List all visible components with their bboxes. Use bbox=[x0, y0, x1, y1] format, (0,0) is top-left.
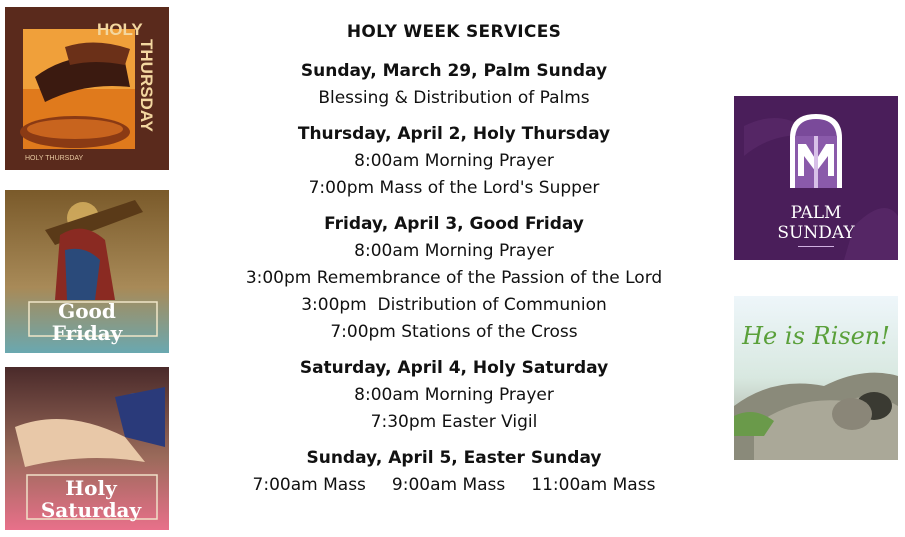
mass-time: 11:00am Mass bbox=[531, 475, 656, 495]
service-line: 7:00pm Mass of the Lord's Supper bbox=[308, 178, 600, 198]
holy-week-schedule bbox=[205, 18, 703, 508]
holy-saturday-image bbox=[5, 367, 169, 530]
holy-thursday-line2: THURSDAY bbox=[137, 39, 156, 132]
service-line: 8:00am Morning Prayer bbox=[354, 385, 554, 405]
service-line: 8:00am Morning Prayer bbox=[354, 151, 554, 171]
holy-saturday-line2: Saturday bbox=[40, 498, 142, 522]
service-line: 3:00pm Remembrance of the Passion of the Lord bbox=[245, 268, 663, 288]
day-heading: Thursday, April 2, Holy Thursday bbox=[297, 124, 611, 144]
service-line: 3:00pm Distribution of Communion bbox=[301, 295, 607, 315]
good-friday-line1: Good bbox=[58, 299, 116, 323]
mass-time: 9:00am Mass bbox=[391, 475, 506, 495]
day-heading: Friday, April 3, Good Friday bbox=[324, 214, 584, 234]
mass-time: 7:00am Mass bbox=[252, 475, 366, 495]
mass-times bbox=[205, 472, 703, 499]
palm-sunday-line2: SUNDAY bbox=[777, 223, 855, 243]
he-is-risen-text: He is Risen! bbox=[742, 322, 890, 350]
day-heading: Sunday, April 5, Easter Sunday bbox=[306, 448, 602, 468]
day-heading: Sunday, March 29, Palm Sunday bbox=[300, 61, 608, 81]
day-good-friday bbox=[205, 211, 703, 346]
service-line: 8:00am Morning Prayer bbox=[354, 241, 554, 261]
good-friday-image bbox=[5, 190, 169, 353]
holy-thursday-line1: HOLY bbox=[97, 20, 143, 39]
day-holy-saturday bbox=[205, 355, 703, 436]
he-is-risen-image bbox=[734, 296, 898, 460]
service-line: 7:30pm Easter Vigil bbox=[370, 412, 538, 432]
palm-sunday-line1: PALM bbox=[790, 203, 842, 223]
service-line: 7:00pm Stations of the Cross bbox=[330, 322, 578, 342]
holy-thursday-caption: HOLY THURSDAY bbox=[25, 155, 84, 162]
day-holy-thursday bbox=[205, 121, 703, 202]
schedule-title: HOLY WEEK SERVICES bbox=[346, 22, 562, 42]
holy-thursday-image bbox=[5, 7, 169, 170]
day-easter-sunday bbox=[205, 445, 703, 499]
day-palm-sunday bbox=[205, 58, 703, 112]
palm-sunday-image bbox=[734, 96, 898, 260]
holy-saturday-line1: Holy bbox=[65, 476, 117, 500]
service-line: Blessing & Distribution of Palms bbox=[318, 88, 590, 108]
day-heading: Saturday, April 4, Holy Saturday bbox=[299, 358, 609, 378]
good-friday-line2: Friday bbox=[51, 321, 123, 345]
